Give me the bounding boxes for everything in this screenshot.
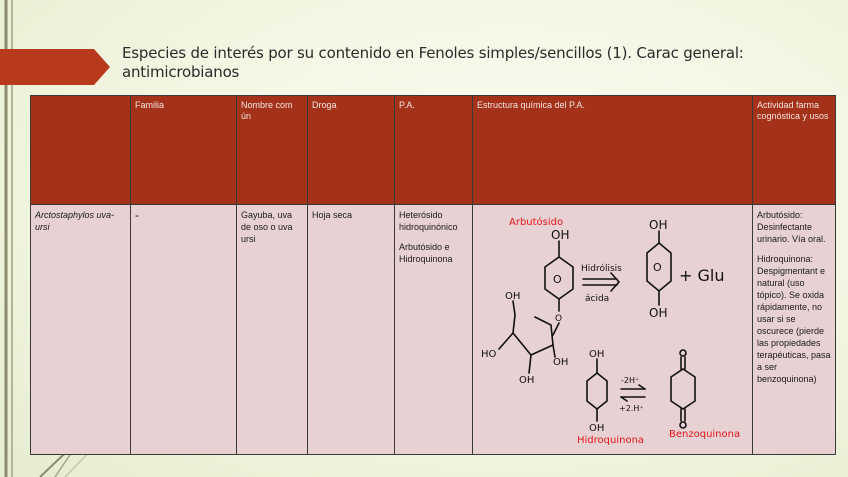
cell-droga: Hoja seca [308, 205, 395, 455]
plus-glu-label: + Glu [679, 266, 725, 285]
sugar-ring-o: O [555, 314, 563, 324]
cell-familia: - [131, 205, 237, 455]
benzoquinone-label: Benzoquinona [669, 429, 741, 440]
actividad-arbutosido: Arbutósido: Desinfectante urinario. Vía oral. [757, 210, 826, 244]
pa-line-2: Arbutósido e Hidroquinona [399, 242, 453, 264]
header-nombre-comun: Nombre com ún [237, 96, 308, 205]
arbutoside-label: Arbutósido [509, 217, 564, 228]
title-arrow-banner [0, 49, 110, 85]
header-droga: Droga [308, 96, 395, 205]
cell-estructura [473, 205, 753, 455]
header-actividad: Actividad farma cognóstica y usos [753, 96, 836, 205]
species-table [30, 95, 836, 455]
slide-title: Especies de interés por su contenido en Fenoles simples/sencillos (1). Carac general: antimicrobianos [122, 44, 744, 81]
hydroquinone-label: Hidroquinona [577, 435, 645, 446]
header-estructura: Estructura química del P.A. [473, 96, 753, 205]
product-oh-bottom: OH [649, 306, 668, 320]
sugar-oh-right: OH [553, 357, 569, 368]
oh-top-label: OH [551, 228, 570, 242]
hydrolysis-label: Hidrólisis [581, 264, 622, 274]
cell-pa [395, 205, 473, 455]
eq-bottom-label: +2.H⁺ [619, 404, 644, 413]
ring-o-label: O [553, 273, 562, 286]
eq-top-label: -2H⁺ [621, 376, 640, 385]
acid-label: ácida [585, 294, 610, 304]
table-row [31, 205, 836, 455]
hq-oh-bottom: OH [589, 423, 605, 434]
sugar-oh-bottom: OH [519, 375, 535, 386]
cell-species: Arctostaphylos uva-ursi [31, 205, 131, 455]
sugar-ho-left: HO [481, 349, 497, 360]
actividad-hidroquinona: Hidroquinona: Despigmentant e natural (uso tópico). Se oxida rápidamente, no usar si se oscurece (pierde las propiedades terapéuticas, pasa a ser benzoquinona) [757, 254, 831, 384]
sugar-oh-top: OH [505, 291, 521, 302]
pa-line-1: Heterósido hidroquinónico [399, 210, 458, 232]
header-species [31, 96, 131, 205]
table-header-row [31, 96, 836, 205]
cell-actividad [753, 205, 836, 455]
cell-nombre-comun: Gayuba, uva de oso o uva ursi [237, 205, 308, 455]
header-familia: Familia [131, 96, 237, 205]
product-oh-top: OH [649, 218, 668, 232]
hq-oh-top: OH [589, 349, 605, 360]
chemical-structure-drawing [473, 205, 751, 447]
header-pa: P.A. [395, 96, 473, 205]
product-ring-o: O [653, 261, 662, 274]
